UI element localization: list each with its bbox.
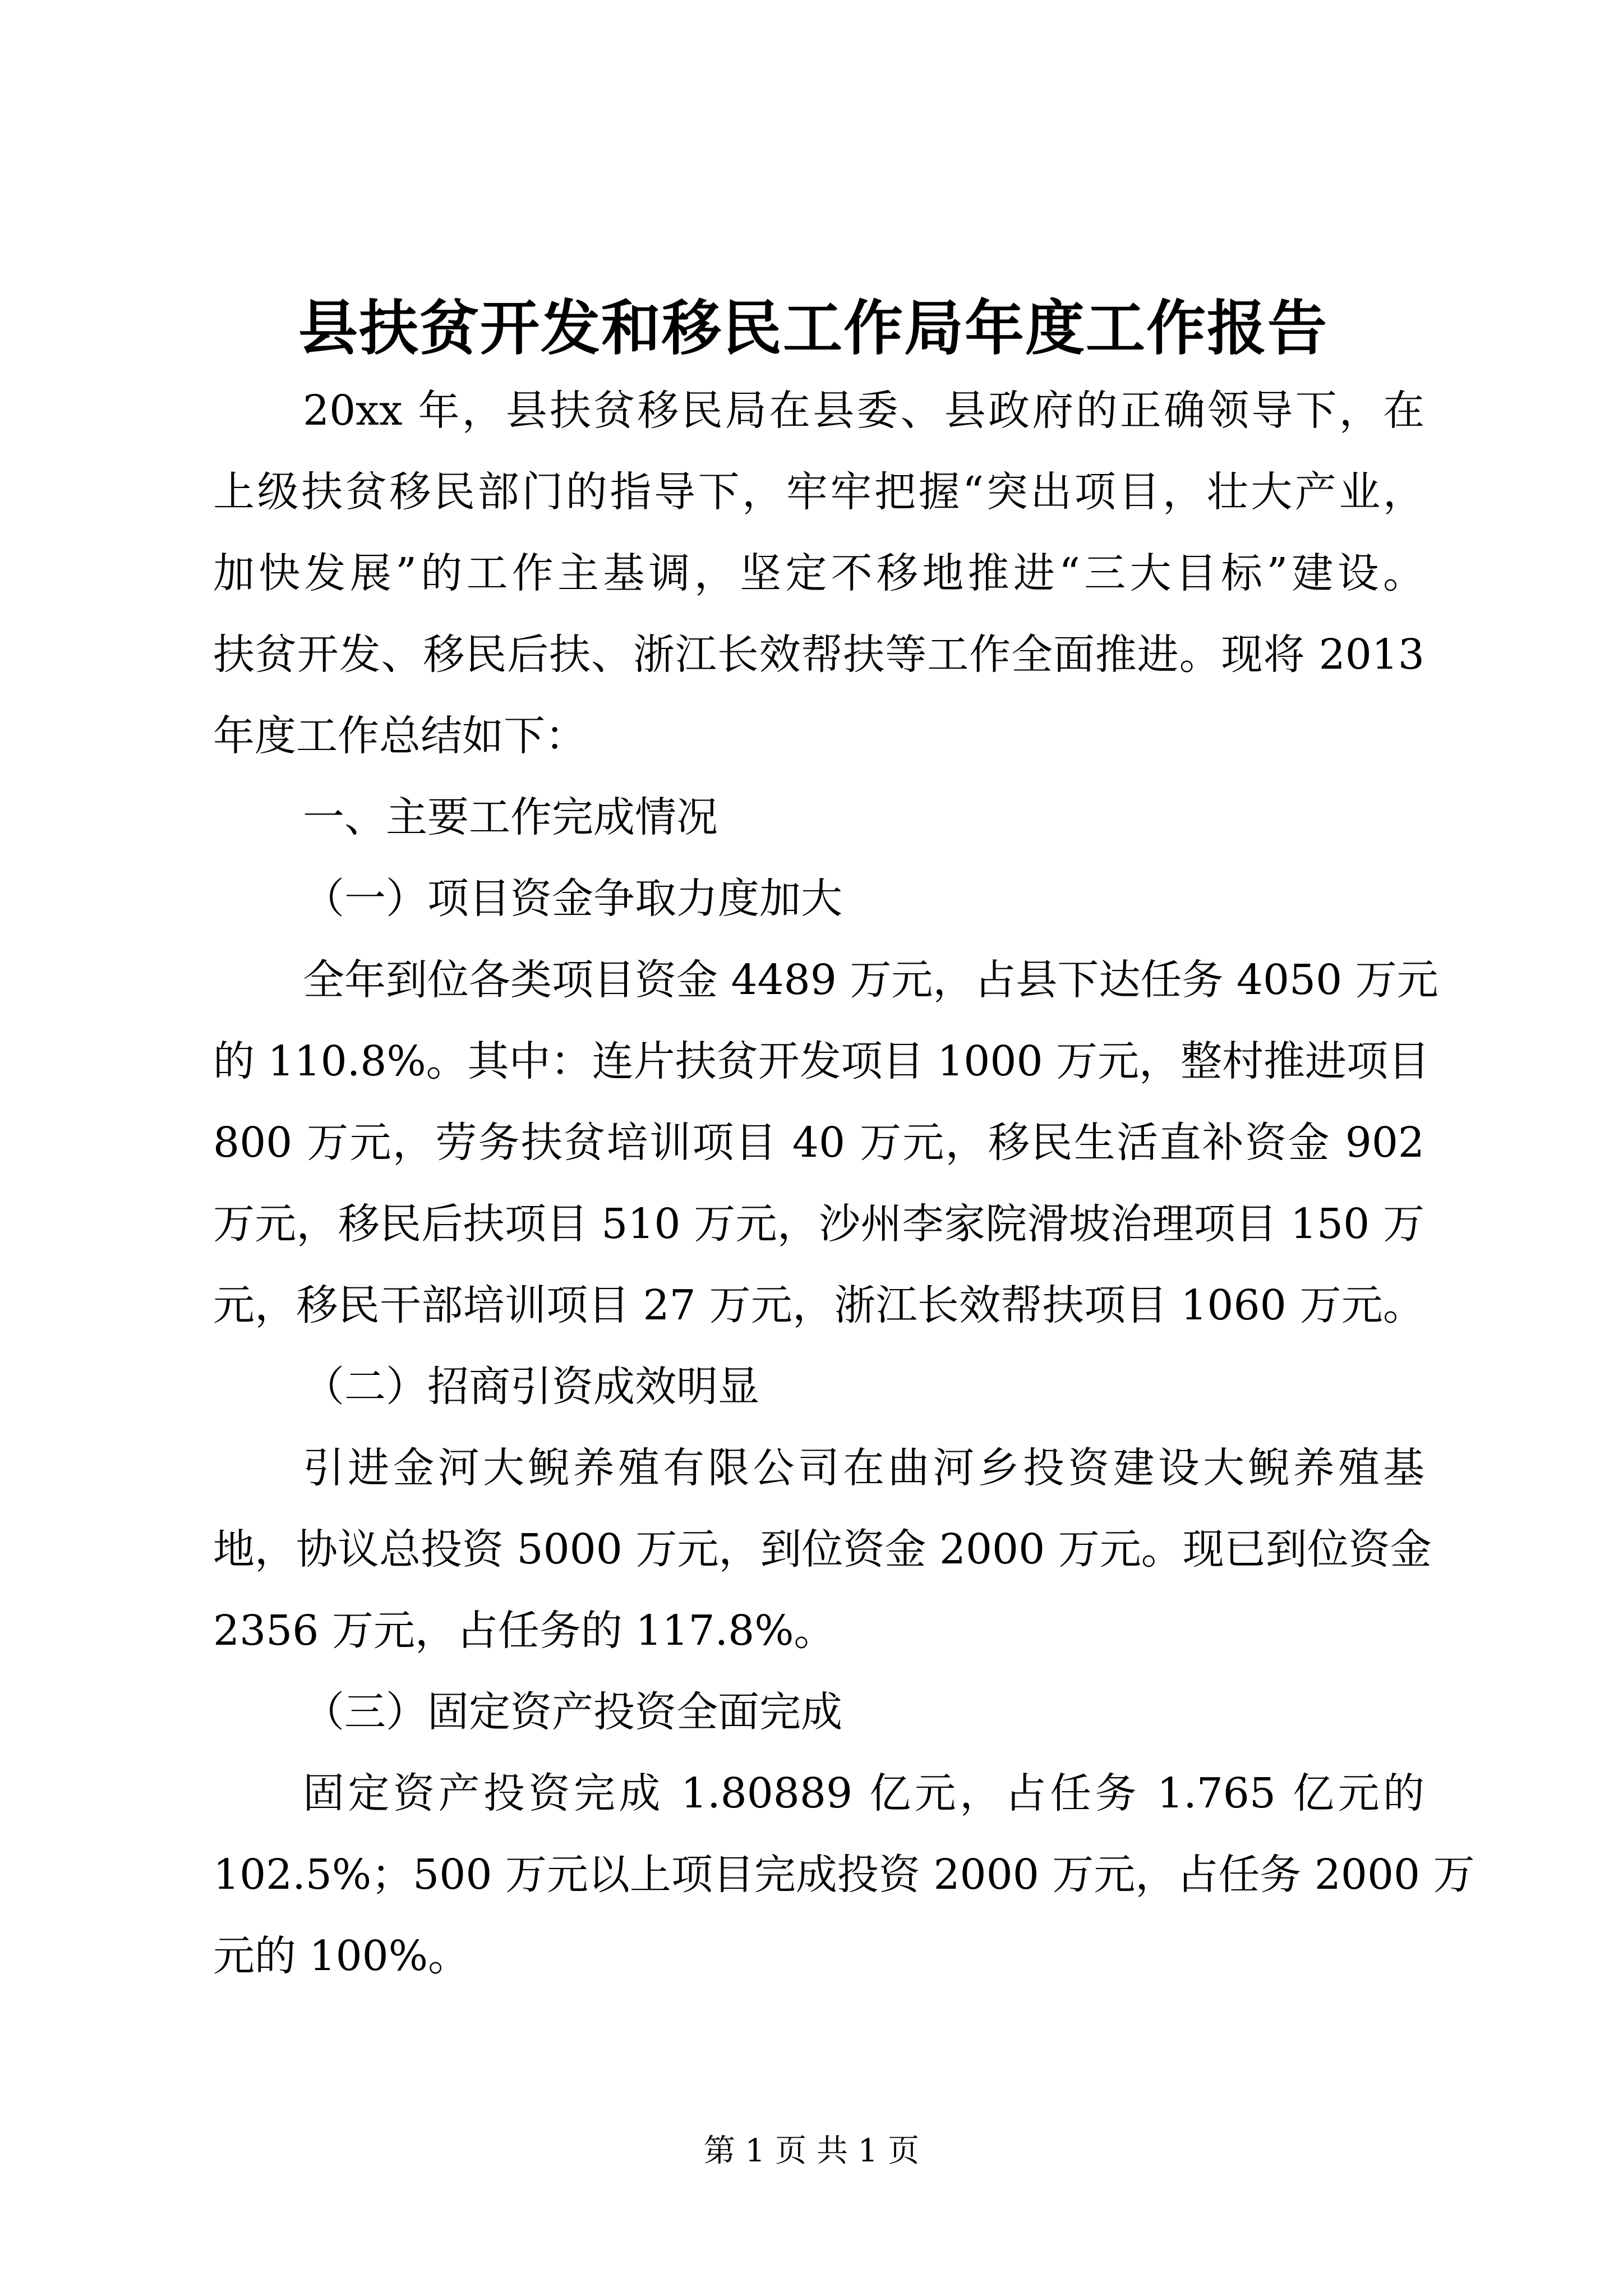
paragraph-intro-line-4: 扶贫开发、移民后扶、浙江长效帮扶等工作全面推进。现将 2013: [213, 631, 1424, 679]
subsection-heading-2: （二）招商引资成效明显: [303, 1363, 759, 1411]
paragraph-funds-line-3: 800 万元，劳务扶贫培训项目 40 万元，移民生活直补资金 902: [213, 1119, 1424, 1167]
paragraph-funds-line-4: 万元，移民后扶项目 510 万元，沙州李家院滑坡治理项目 150 万: [213, 1200, 1424, 1248]
subsection-heading-3: （三）固定资产投资全面完成: [303, 1688, 842, 1736]
paragraph-investment-line-3: 2356 万元，占任务的 117.8%。: [213, 1607, 836, 1655]
document-title: 县扶贫开发和移民工作局年度工作报告: [298, 293, 1328, 363]
paragraph-assets-line-3: 元的 100%。: [213, 1932, 470, 1980]
paragraph-intro-line-3: 加快发展”的工作主基调，坚定不移地推进“三大目标”建设。: [213, 549, 1424, 597]
paragraph-investment-line-1: 引进金河大鲵养殖有限公司在曲河乡投资建设大鲵养殖基: [303, 1444, 1424, 1492]
document-body: [213, 370, 1475, 1997]
paragraph-assets-line-2: 102.5%；500 万元以上项目完成投资 2000 万元，占任务 2000 万: [213, 1851, 1475, 1899]
paragraph-intro-line-5: 年度工作总结如下：: [213, 712, 587, 760]
paragraph-funds-line-5: 元，移民干部培训项目 27 万元，浙江长效帮扶项目 1060 万元。: [213, 1281, 1424, 1329]
paragraph-intro-line-2: 上级扶贫移民部门的指导下，牢牢把握“突出项目，壮大产业，: [213, 468, 1424, 516]
paragraph-intro-line-1: 20xx 年，县扶贫移民局在县委、县政府的正确领导下，在: [303, 386, 1424, 435]
subsection-heading-1: （一）项目资金争取力度加大: [303, 875, 842, 923]
paragraph-investment-line-2: 地，协议总投资 5000 万元，到位资金 2000 万元。现已到位资金: [213, 1525, 1432, 1573]
page-number-footer: 第 1 页 共 1 页: [703, 2133, 920, 2169]
paragraph-assets-line-1: 固定资产投资完成 1.80889 亿元，占任务 1.765 亿元的: [303, 1769, 1424, 1818]
paragraph-funds-line-1: 全年到位各类项目资金 4489 万元，占县下达任务 4050 万元: [303, 956, 1438, 1004]
section-heading-1: 一、主要工作完成情况: [303, 793, 718, 841]
paragraph-funds-line-2: 的 110.8%。其中：连片扶贫开发项目 1000 万元，整村推进项目: [213, 1037, 1430, 1085]
